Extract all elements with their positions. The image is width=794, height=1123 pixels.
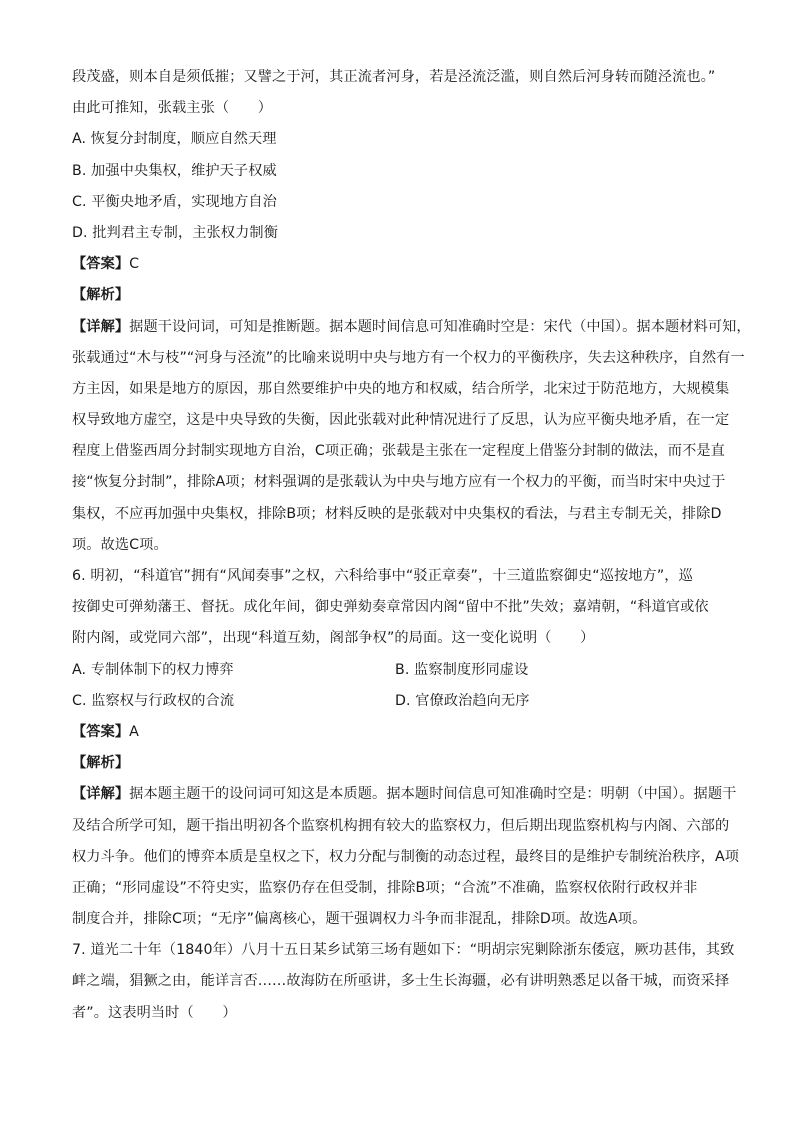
- q6-analysis-tag: 【解析】: [72, 755, 130, 772]
- q6-detail-line-5: 制度合并，排除C项；“无序”偏离核心，题干强调权力斗争而非混乱，排除D项。故选A项。: [72, 911, 647, 928]
- q5-option-a: A. 恢复分封制度，顺应自然天理: [72, 131, 277, 148]
- q5-detail-text-1: 据题干设问词，可知是推断题。据本题时间信息可知准确时空是：宋代（中国）。据本题材料可知，: [129, 318, 751, 335]
- q5-option-b: B. 加强中央集权，维护天子权威: [72, 162, 277, 179]
- q5-detail-line-3: 方主因，如果是地方的原因，那自然要维护中央的地方和权威，结合所学，北宋过于防范地方，大规模集: [72, 380, 730, 397]
- q5-stem-line-1: 段茂盛，则本自是须低摧；又譬之于河，其正流者河身，若是泾流泛滥，则自然后河身转而随泾流也。”: [72, 69, 716, 85]
- q5-stem-line-2: 由此可推知，张载主张（ ）: [72, 100, 273, 117]
- q6-option-a: A. 专制体制下的权力博弈: [72, 661, 234, 678]
- q6-options-row-2: [72, 686, 722, 717]
- q6-answer-tag: 【答案】: [72, 723, 130, 740]
- q7-stem-line-2: 衅之端，猖獗之由，能详言否……故海防在所亟讲，多士生长海疆，必有讲明熟悉足以备干城，而资采择: [72, 973, 730, 990]
- q6-option-b: B. 监察制度形同虚设: [395, 661, 529, 678]
- q6-answer-value: A: [129, 723, 139, 740]
- q7-stem-line-3: 者”。这表明当时（ ）: [72, 1004, 237, 1021]
- q6-analysis-line: [72, 748, 722, 779]
- q6-answer-line: [72, 717, 722, 748]
- document-page: [72, 62, 751, 1029]
- q6-detail-line-1: [72, 779, 737, 810]
- q5-detail-line-1: [72, 312, 751, 343]
- q6-detail-line-3: 权力斗争。他们的博弈本质是皇权之下，权力分配与制衡的动态过程，最终目的是维护专制统治秩序，A项: [72, 848, 740, 865]
- q5-detail-line-7: 集权，不应再加强中央集权，排除B项；材料反映的是张载对中央集权的看法，与君主专制无关，排除D: [72, 505, 722, 522]
- q5-detail-line-5: 程度上借鉴西周分封制实现地方自治，C项正确；张载是主张在一定程度上借鉴分封制的做法，而不是直: [72, 443, 725, 460]
- q5-detail-tag: 【详解】: [72, 318, 130, 335]
- q6-detail-tag: 【详解】: [72, 786, 130, 803]
- q6-stem-line-2: 按御史可弹劾藩王、督抚。成化年间，御史弹劾奏章常因内阁“留中不批”失效；嘉靖朝，“科道官或依: [72, 599, 709, 616]
- q6-stem-line-3: 附内阁，或党同六部”，出现“科道互劾，阁部争权”的局面。这一变化说明（ ）: [72, 630, 595, 647]
- q5-detail-line-4: 权导致地方虚空，这是中央导致的失衡，因此张载对此种情况进行了反思，认为应平衡央地矛盾，在一定: [72, 412, 730, 429]
- q5-option-d: D. 批判君主专制，主张权力制衡: [72, 224, 278, 241]
- q6-option-c: C. 监察权与行政权的合流: [72, 692, 235, 709]
- q6-detail-line-2: 及结合所学可知，题干指出明初各个监察机构拥有较大的监察权力，但后期出现监察机构与内阁、六部的: [72, 817, 730, 834]
- q6-detail-text-1: 据本题主题干的设问词可知这是本质题。据本题时间信息可知准确时空是：明朝（中国）。据题干: [129, 786, 737, 803]
- q6-option-d: D. 官僚政治趋向无序: [395, 692, 530, 709]
- q7-stem-line-1: 7. 道光二十年（1840年）八月十五日某乡试第三场有题如下：“明胡宗宪剿除浙东倭寇，厥功甚伟，其致: [72, 942, 735, 959]
- q5-analysis-tag: 【解析】: [72, 287, 130, 304]
- q6-stem-line-1: 6. 明初，“科道官”拥有“风闻奏事”之权，六科给事中“驳正章奏”，十三道监察御史“巡按地方”，巡: [72, 568, 693, 584]
- q5-answer-value: C: [129, 256, 140, 273]
- q5-option-c: C. 平衡央地矛盾，实现地方自治: [72, 193, 277, 210]
- q6-options-row-1: [72, 655, 722, 686]
- q5-detail-line-8: 项。故选C项。: [72, 536, 168, 553]
- q5-analysis-line: [72, 280, 722, 311]
- q5-answer-tag: 【答案】: [72, 256, 130, 273]
- q6-detail-line-4: 正确；“形同虚设”不符史实，监察仍存在但受制，排除B项；“合流”不准确，监察权依附行政权并非: [72, 879, 698, 896]
- q5-detail-line-2: 张载通过“木与枝”“河身与泾流”的比喻来说明中央与地方有一个权力的平衡秩序，失去这种秩序，自然有一: [72, 349, 745, 366]
- q5-detail-line-6: 接“恢复分封制”，排除A项；材料强调的是张载认为中央与地方应有一个权力的平衡，而当时宋中央过于: [72, 474, 726, 491]
- q5-answer-line: [72, 249, 722, 280]
